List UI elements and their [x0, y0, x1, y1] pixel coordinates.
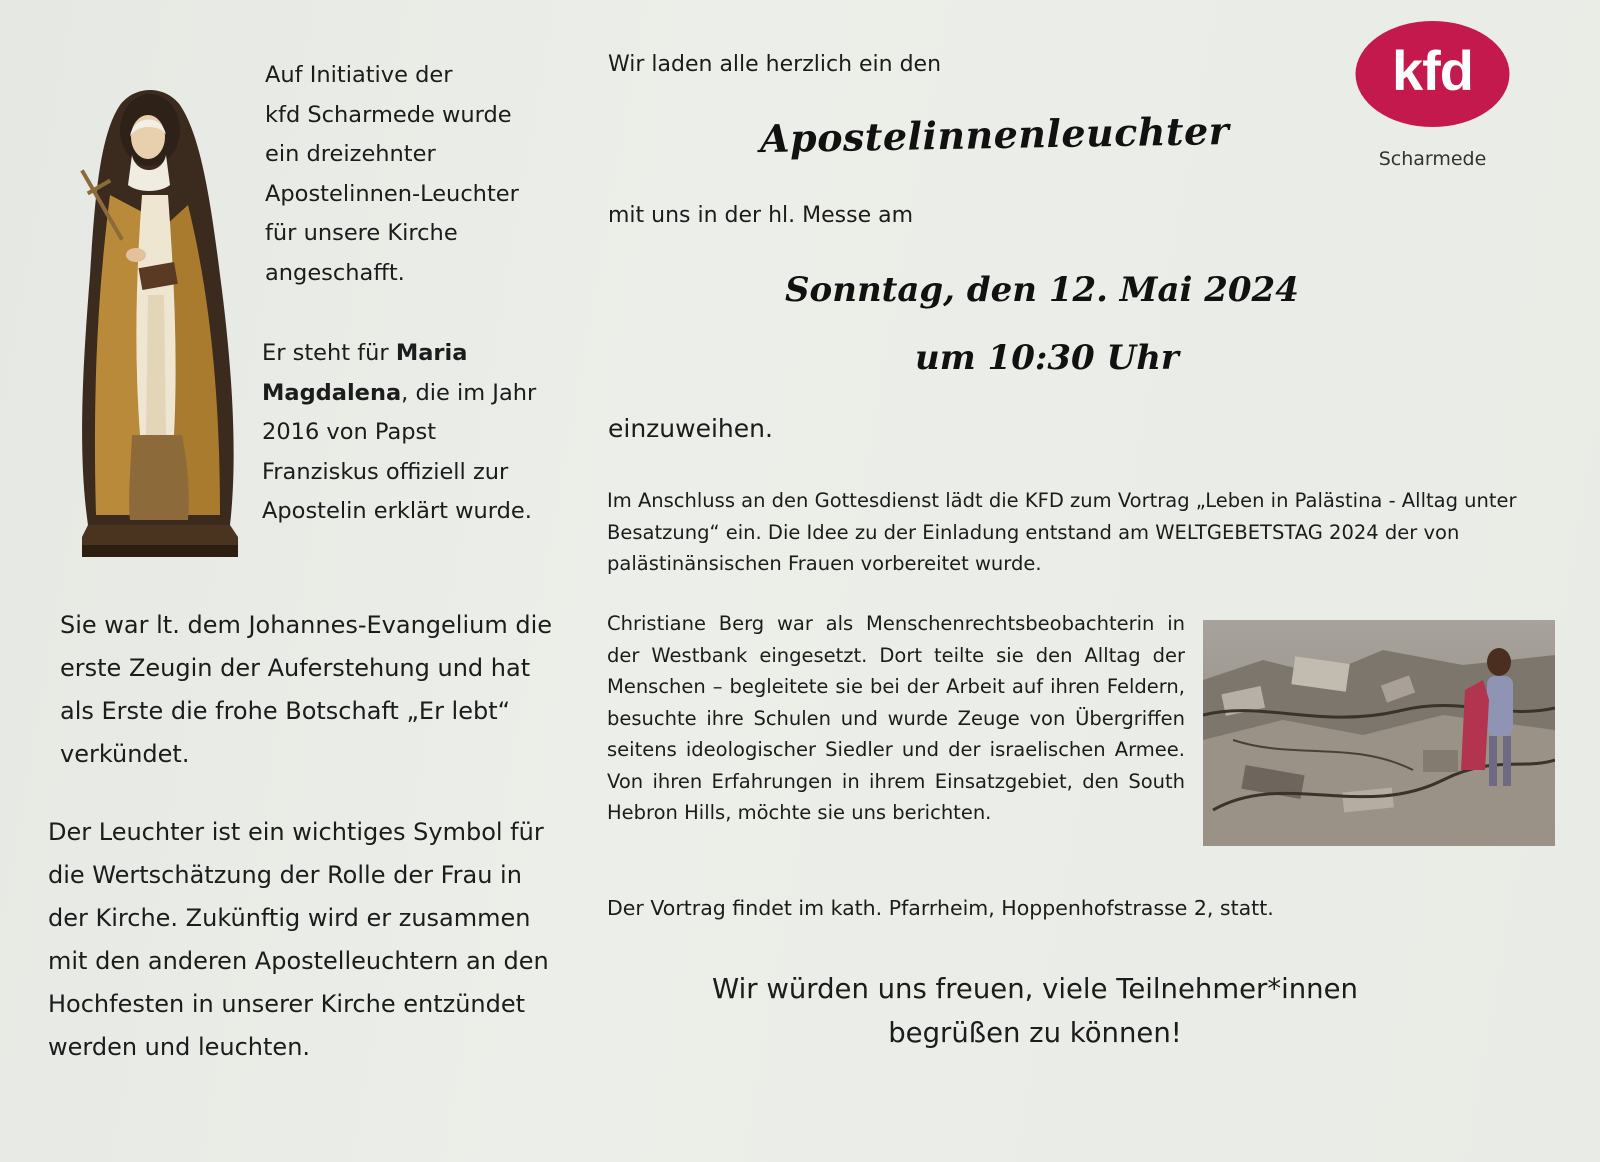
- intro-line: ein dreizehnter: [265, 141, 436, 167]
- maria-magdalena-paragraph: [262, 334, 552, 532]
- lecture-paragraph: Im Anschluss an den Gottesdienst lädt die KFD zum Vortrag „Leben in Palästina - Alltag unter Besatzung“ ein. Die Idee zu der Einladung entstand am WELTGEBETSTAG 2024 der von palästinänsischen Frauen vorbereitet wurde.: [607, 489, 1517, 575]
- closing-line-1: Wir würden uns freuen, viele Teilnehmer*innen: [712, 973, 1358, 1005]
- intro-line: angeschafft.: [265, 259, 405, 286]
- rubble-photo: [1203, 620, 1555, 846]
- mm-name: Maria Magdalena: [262, 340, 468, 406]
- witness-paragraph: Sie war lt. dem Johannes-Evangelium die erste Zeugin der Auferstehung und hat als Erste die frohe Botschaft „Er lebt“ verkündet.: [60, 611, 553, 768]
- speaker-paragraph: Christiane Berg war als Menschenrechtsbeobachterin in der Westbank eingesetzt. Dort teilte sie den Alltag der Menschen – begleitete sie bei der Arbeit auf ihren Feldern, besuchte ihre Schulen und wurde Zeuge von Übergriffen seitens ideologischer Siedler und der israelischen Armee. Von ihren Erfahrungen in ihrem Einsatzgebiet, den South Hebron Hills, möchte sie uns berichten.: [607, 612, 1185, 824]
- time-line: um 10:30 Uhr: [915, 338, 1179, 378]
- intro-line: für unsere Kirche: [265, 220, 458, 246]
- saint-statue-image: [70, 75, 245, 565]
- invite-line: Wir laden alle herzlich ein den: [608, 52, 942, 77]
- mm-post: , die im Jahr 2016 von Papst Franziskus offiziell zur Apostelin erklärt wurde.: [262, 379, 537, 524]
- symbol-paragraph: Der Leuchter ist ein wichtiges Symbol für die Wertschätzung der Rolle der Frau in der Kirche. Zukünftig wird er zusammen mit den anderen Apostelleuchtern an den Hochfesten in unserer Kirche entzündet werden und leuchten.: [48, 818, 549, 1061]
- mass-line: mit uns in der hl. Messe am: [608, 203, 914, 228]
- closing-line-2: begrüßen zu können!: [888, 1017, 1182, 1049]
- date-line: Sonntag, den 12. Mai 2024: [785, 270, 1299, 310]
- intro-paragraph: [265, 56, 555, 293]
- kfd-logo-subtitle: Scharmede: [1378, 148, 1487, 170]
- consecrate-line: einzuweihen.: [608, 414, 773, 443]
- kfd-logo: [1355, 20, 1510, 128]
- kfd-logo-text: kfd: [1392, 38, 1473, 102]
- closing-text: [620, 967, 1450, 1055]
- intro-line: kfd Scharmede wurde: [265, 101, 512, 128]
- venue-line: Der Vortrag findet im kath. Pfarrheim, Hoppenhofstrasse 2, statt.: [607, 896, 1274, 920]
- event-title: Apostelinnenleuchter: [759, 108, 1230, 162]
- intro-line: Apostelinnen-Leuchter: [265, 180, 519, 207]
- mm-pre: Er steht für: [262, 340, 396, 366]
- intro-line: Auf Initiative der: [265, 62, 453, 88]
